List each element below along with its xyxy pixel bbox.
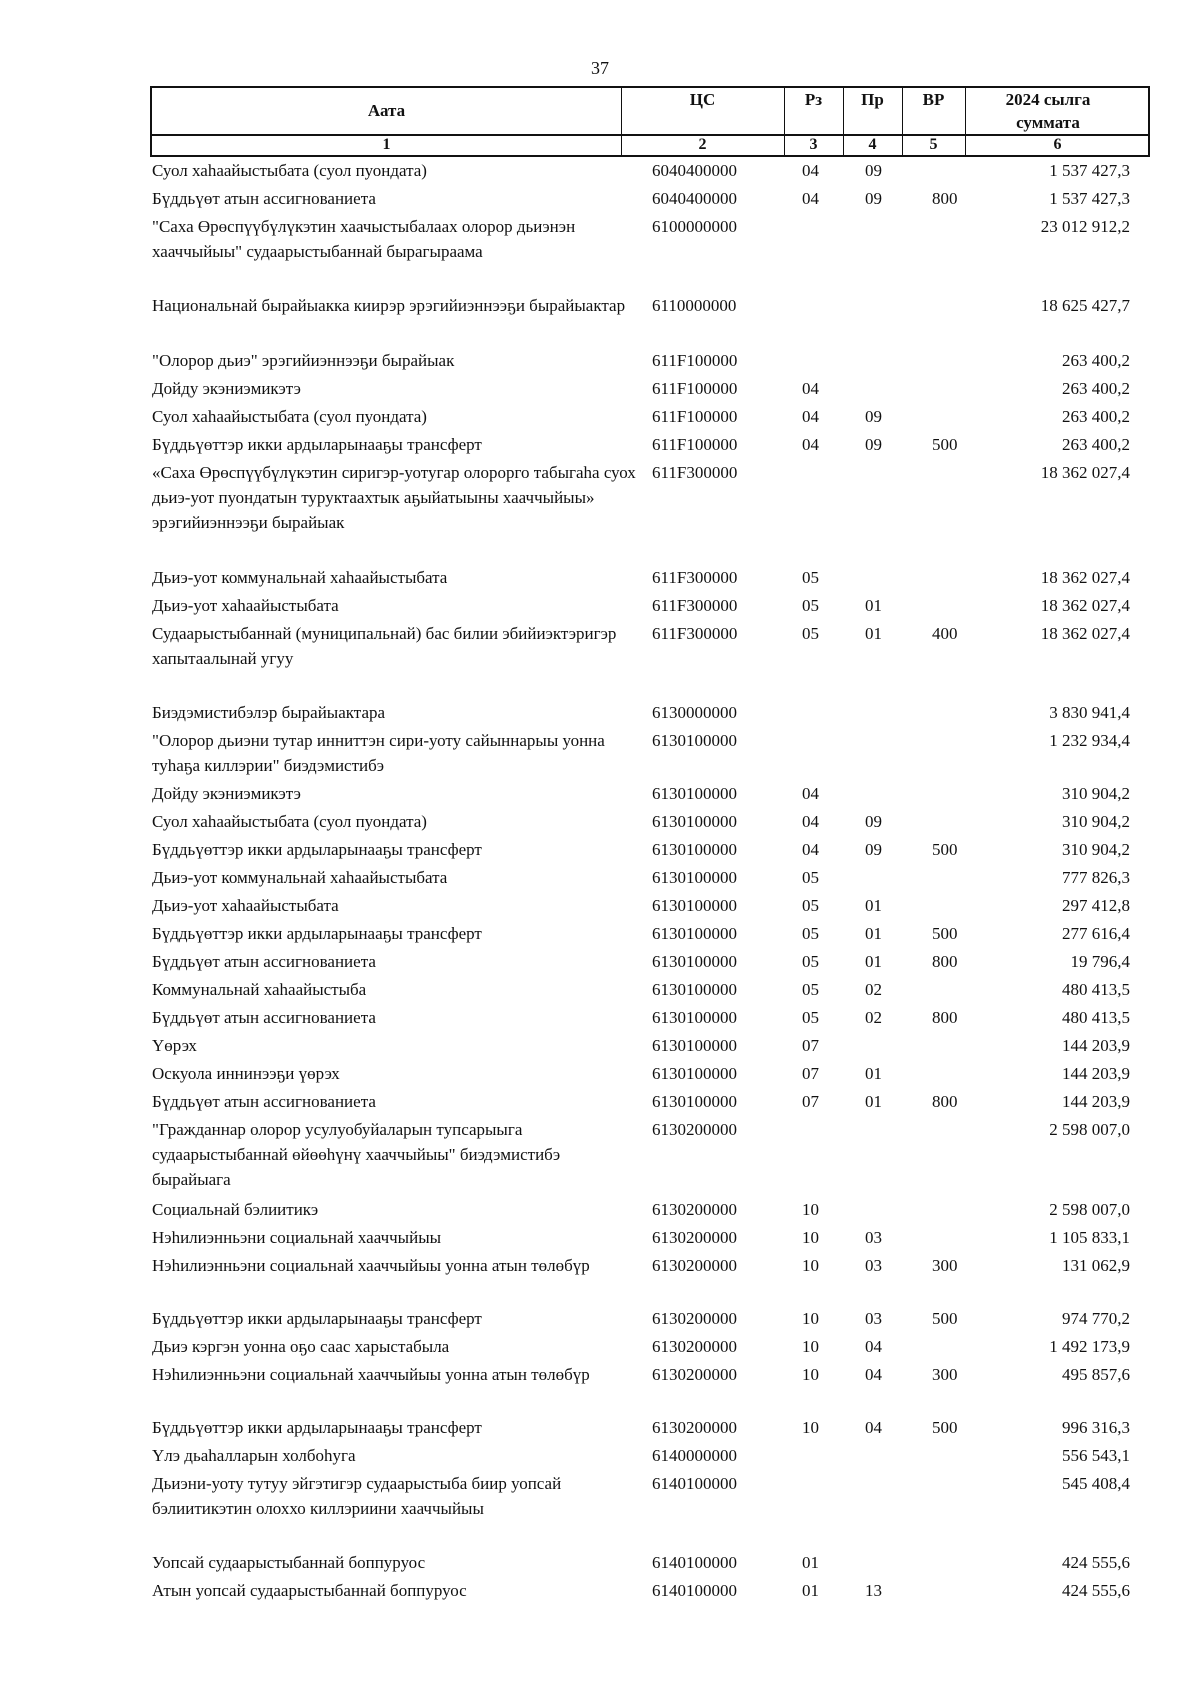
row-name: Нэһилиэнньэни социальнай хааччыйыы уонна атын төлөбүр	[152, 1365, 590, 1384]
row-name: Суол хаһаайыстыбата (суол пуондата)	[152, 161, 427, 180]
row-name: Суол хаһаайыстыбата (суол пуондата)	[152, 407, 427, 426]
header-colnum-3: 3	[809, 136, 818, 153]
row-sum: 18 362 027,4	[1040, 596, 1130, 615]
row-name: Бүддьүөттэр икки ардыларынааҕы трансферт	[152, 435, 482, 454]
row-name: "Саха Өрөспүүбүлүкэтин хаачыстыбалаах олорор дьиэнэн хааччыйыы" судаарыстыбаннай бырагыраама	[152, 217, 576, 261]
row-name: "Олорор дьиэ" эрэгийиэннээҕи бырайыак	[152, 351, 455, 370]
row-rz: 04	[802, 812, 819, 831]
row-pr: 04	[865, 1337, 882, 1356]
row-cs: 6100000000	[652, 217, 737, 236]
row-cs: 6140100000	[652, 1553, 737, 1572]
row-vr: 500	[932, 435, 958, 454]
row-sum: 495 857,6	[1062, 1365, 1130, 1384]
row-pr: 03	[865, 1309, 882, 1328]
row-cs: 6130100000	[652, 840, 737, 859]
row-cs: 6130200000	[652, 1365, 737, 1384]
row-rz: 04	[802, 435, 819, 454]
row-rz: 04	[802, 161, 819, 180]
row-rz: 05	[802, 1008, 819, 1027]
row-sum: 480 413,5	[1062, 1008, 1130, 1027]
row-name: Биэдэмистибэлэр бырайыактара	[152, 703, 386, 722]
row-cs: 6130100000	[652, 784, 737, 803]
row-pr: 09	[865, 840, 882, 859]
row-sum: 310 904,2	[1062, 784, 1130, 803]
row-rz: 10	[802, 1228, 819, 1247]
row-cs: 6110000000	[652, 296, 737, 315]
row-name: Үөрэх	[152, 1036, 197, 1055]
row-rz: 01	[802, 1581, 819, 1600]
row-vr: 500	[932, 924, 958, 943]
row-sum: 144 203,9	[1062, 1092, 1130, 1111]
row-name: Бүддьүөт атын ассигнованиета	[152, 1008, 376, 1027]
row-name: Оскуола иннинээҕи үөрэх	[152, 1064, 340, 1083]
row-name: Дьиэ-уот коммунальнай хаһаайыстыбата	[152, 568, 448, 587]
row-cs: 611F300000	[652, 463, 738, 482]
row-cs: 6130100000	[652, 1064, 737, 1083]
row-sum: 263 400,2	[1062, 407, 1130, 426]
row-pr: 09	[865, 435, 882, 454]
row-name: Социальнай бэлиитикэ	[152, 1200, 319, 1219]
row-rz: 07	[802, 1092, 819, 1111]
row-name: Атын уопсай судаарыстыбаннай боппуруос	[152, 1581, 467, 1600]
row-sum: 996 316,3	[1062, 1418, 1130, 1437]
row-cs: 6130100000	[652, 868, 737, 887]
row-cs: 6130100000	[652, 980, 737, 999]
row-cs: 6130100000	[652, 896, 737, 915]
row-sum: 424 555,6	[1062, 1581, 1130, 1600]
row-sum: 2 598 007,0	[1049, 1200, 1130, 1219]
row-rz: 07	[802, 1064, 819, 1083]
row-pr: 02	[865, 1008, 882, 1027]
row-sum: 144 203,9	[1062, 1064, 1130, 1083]
row-name: Үлэ дьаһалларын холбоһуга	[152, 1446, 356, 1465]
row-sum: 545 408,4	[1062, 1474, 1130, 1493]
row-sum: 18 362 027,4	[1040, 568, 1130, 587]
header-colnum-5: 5	[929, 136, 938, 153]
row-rz: 07	[802, 1036, 819, 1055]
row-sum: 1 537 427,3	[1049, 189, 1130, 208]
row-rz: 05	[802, 980, 819, 999]
row-rz: 10	[802, 1309, 819, 1328]
row-vr: 300	[932, 1256, 958, 1275]
row-pr: 01	[865, 1092, 882, 1111]
row-sum: 1 232 934,4	[1049, 731, 1130, 750]
row-rz: 10	[802, 1337, 819, 1356]
row-vr: 500	[932, 840, 958, 859]
row-rz: 04	[802, 407, 819, 426]
row-name: «Саха Өрөспүүбүлүкэтин сиригэр-уотугар олорорго табыгаһа суох дьиэ-уот пуондатын туруктаахтык аҕыйатыыны хааччыйыы» эрэгийиэннээҕи бырайыак	[152, 463, 636, 532]
row-rz: 10	[802, 1200, 819, 1219]
row-sum: 424 555,6	[1062, 1553, 1130, 1572]
row-pr: 01	[865, 596, 882, 615]
row-sum: 1 105 833,1	[1049, 1228, 1130, 1247]
row-cs: 611F300000	[652, 596, 738, 615]
row-rz: 05	[802, 896, 819, 915]
header-sum: 2024 сылга суммата	[1005, 90, 1091, 132]
row-sum: 1 492 173,9	[1049, 1337, 1130, 1356]
row-pr: 09	[865, 189, 882, 208]
row-rz: 01	[802, 1553, 819, 1572]
row-cs: 6130200000	[652, 1309, 737, 1328]
row-rz: 04	[802, 840, 819, 859]
row-pr: 01	[865, 896, 882, 915]
row-sum: 23 012 912,2	[1040, 217, 1130, 236]
row-sum: 310 904,2	[1062, 812, 1130, 831]
row-pr: 04	[865, 1365, 882, 1384]
row-name: Дойду экэниэмикэтэ	[152, 784, 301, 803]
row-cs: 6130200000	[652, 1120, 737, 1139]
row-cs: 6130100000	[652, 952, 737, 971]
row-name: Дойду экэниэмикэтэ	[152, 379, 301, 398]
row-cs: 6130100000	[652, 1036, 737, 1055]
row-name: Дьиэни-уоту тутуу эйгэтигэр судаарыстыба биир уопсай бэлиитикэтин олоххо киллэриини хааччыйыы	[152, 1474, 562, 1518]
row-pr: 01	[865, 624, 882, 643]
row-sum: 263 400,2	[1062, 379, 1130, 398]
row-rz: 05	[802, 924, 819, 943]
row-name: Коммунальнай хаһаайыстыба	[152, 980, 367, 999]
row-sum: 19 796,4	[1070, 952, 1130, 971]
row-pr: 02	[865, 980, 882, 999]
row-sum: 131 062,9	[1062, 1256, 1130, 1275]
row-name: Нэһилиэнньэни социальнай хааччыйыы	[152, 1228, 442, 1247]
row-cs: 611F100000	[652, 407, 738, 426]
row-name: Уопсай судаарыстыбаннай боппуруос	[152, 1553, 426, 1572]
row-name: Дьиэ кэргэн уонна оҕо саас харыстабыла	[152, 1337, 450, 1356]
row-sum: 556 543,1	[1062, 1446, 1130, 1465]
row-rz: 05	[802, 624, 819, 643]
row-cs: 6040400000	[652, 189, 737, 208]
row-sum: 310 904,2	[1062, 840, 1130, 859]
row-pr: 09	[865, 407, 882, 426]
row-sum: 2 598 007,0	[1049, 1120, 1130, 1139]
row-cs: 611F300000	[652, 568, 738, 587]
row-name: Бүддьүөттэр икки ардыларынааҕы трансферт	[152, 840, 482, 859]
row-rz: 05	[802, 868, 819, 887]
row-name: Нэһилиэнньэни социальнай хааччыйыы уонна атын төлөбүр	[152, 1256, 590, 1275]
row-cs: 6130100000	[652, 812, 737, 831]
row-sum: 277 616,4	[1062, 924, 1130, 943]
row-vr: 500	[932, 1418, 958, 1437]
row-name: "Гражданнар олорор усулуобуйаларын тупсарыыга судаарыстыбаннай өйөөһүнү хааччыйыы" биэдэмистибэ бырайыага	[152, 1120, 561, 1189]
row-cs: 611F100000	[652, 379, 738, 398]
row-cs: 6130200000	[652, 1228, 737, 1247]
row-vr: 800	[932, 189, 958, 208]
row-sum: 263 400,2	[1062, 435, 1130, 454]
row-cs: 6130200000	[652, 1256, 737, 1275]
row-sum: 18 625 427,7	[1040, 296, 1130, 315]
row-name: Дьиэ-уот коммунальнай хаһаайыстыбата	[152, 868, 448, 887]
row-pr: 03	[865, 1256, 882, 1275]
row-cs: 6130100000	[652, 1008, 737, 1027]
header-colnum-6: 6	[1053, 136, 1062, 153]
page-number: 37	[591, 58, 609, 78]
row-cs: 6130200000	[652, 1418, 737, 1437]
header-rz: Рз	[804, 90, 823, 109]
row-pr: 01	[865, 952, 882, 971]
row-cs: 6140100000	[652, 1581, 737, 1600]
row-name: Судаарыстыбаннай (муниципальнай) бас билии эбийиэктэригэр хапытаалынай угуу	[152, 624, 617, 668]
row-name: Дьиэ-уот хаһаайыстыбата	[152, 596, 339, 615]
header-cs: ЦС	[689, 90, 716, 109]
row-rz: 05	[802, 596, 819, 615]
row-name: Национальнай бырайыакка киирэр эрэгийиэннээҕи бырайыактар	[152, 296, 626, 315]
row-cs: 6140100000	[652, 1474, 737, 1493]
row-cs: 611F100000	[652, 351, 738, 370]
row-rz: 10	[802, 1256, 819, 1275]
row-pr: 01	[865, 1064, 882, 1083]
row-sum: 3 830 941,4	[1049, 703, 1130, 722]
row-vr: 800	[932, 952, 958, 971]
row-name: Бүддьүөттэр икки ардыларынааҕы трансферт	[152, 1418, 482, 1437]
row-rz: 05	[802, 952, 819, 971]
header-name: Аата	[367, 101, 406, 120]
row-rz: 04	[802, 189, 819, 208]
row-pr: 03	[865, 1228, 882, 1247]
row-rz: 10	[802, 1365, 819, 1384]
row-cs: 611F300000	[652, 624, 738, 643]
row-sum: 1 537 427,3	[1049, 161, 1130, 180]
row-cs: 6130100000	[652, 924, 737, 943]
row-name: Бүддьүөттэр икки ардыларынааҕы трансферт	[152, 924, 482, 943]
row-name: Дьиэ-уот хаһаайыстыбата	[152, 896, 339, 915]
row-pr: 09	[865, 161, 882, 180]
row-cs: 611F100000	[652, 435, 738, 454]
row-cs: 6130100000	[652, 731, 737, 750]
row-rz: 04	[802, 784, 819, 803]
row-cs: 6130000000	[652, 703, 737, 722]
row-pr: 01	[865, 924, 882, 943]
table-header	[150, 86, 1150, 157]
header-colnum-4: 4	[868, 136, 877, 153]
row-cs: 6130100000	[652, 1092, 737, 1111]
header-colnum-2: 2	[698, 136, 707, 153]
header-colnum-1: 1	[382, 136, 391, 153]
row-sum: 144 203,9	[1062, 1036, 1130, 1055]
row-pr: 09	[865, 812, 882, 831]
row-name: Суол хаһаайыстыбата (суол пуондата)	[152, 812, 427, 831]
row-vr: 800	[932, 1008, 958, 1027]
row-name: Бүддьүөт атын ассигнованиета	[152, 952, 376, 971]
row-name: Бүддьүөттэр икки ардыларынааҕы трансферт	[152, 1309, 482, 1328]
row-pr: 04	[865, 1418, 882, 1437]
row-cs: 6040400000	[652, 161, 737, 180]
row-cs: 6130200000	[652, 1200, 737, 1219]
row-sum: 974 770,2	[1062, 1309, 1130, 1328]
row-name: "Олорор дьиэни тутар инниттэн сири-уоту сайыннарыы уонна туһаҕа киллэрии" биэдэмистибэ	[152, 731, 605, 775]
row-name: Бүддьүөт атын ассигнованиета	[152, 1092, 376, 1111]
row-sum: 18 362 027,4	[1040, 624, 1130, 643]
row-rz: 04	[802, 379, 819, 398]
row-sum: 263 400,2	[1062, 351, 1130, 370]
row-pr: 13	[865, 1581, 882, 1600]
row-vr: 800	[932, 1092, 958, 1111]
row-vr: 500	[932, 1309, 958, 1328]
row-cs: 6140000000	[652, 1446, 737, 1465]
header-vr: ВР	[922, 90, 945, 109]
row-name: Бүддьүөт атын ассигнованиета	[152, 189, 376, 208]
row-sum: 777 826,3	[1062, 868, 1130, 887]
row-sum: 480 413,5	[1062, 980, 1130, 999]
row-rz: 05	[802, 568, 819, 587]
row-sum: 297 412,8	[1062, 896, 1130, 915]
row-sum: 18 362 027,4	[1040, 463, 1130, 482]
row-rz: 10	[802, 1418, 819, 1437]
row-cs: 6130200000	[652, 1337, 737, 1356]
row-vr: 400	[932, 624, 958, 643]
row-vr: 300	[932, 1365, 958, 1384]
header-pr: Пр	[861, 90, 884, 109]
